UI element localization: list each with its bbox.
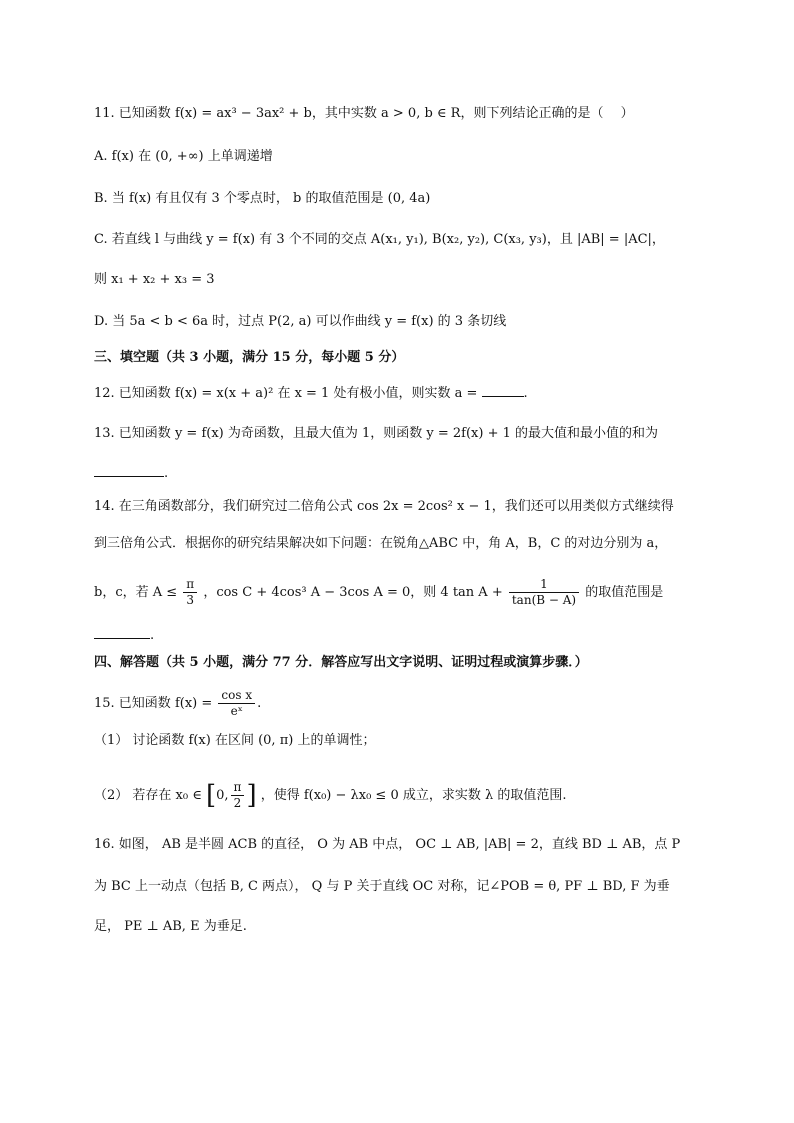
q15-stem (94, 688, 754, 719)
q11-stem: 11. 已知函数 f(x) = ax³ − 3ax² + b，其中实数 a > 0, b ∈ R，则下列结论正确的是（ ） (94, 106, 634, 121)
q13-end: . (164, 466, 169, 481)
q16-line2: 为 BC 上一动点（包括 B, C 两点）， Q 与 P 关于直线 OC 对称，记∠POB = θ, PF ⊥ BD, F 为垂 (94, 879, 670, 894)
section-3-heading: 三、填空题（共 3 小题，满分 15 分，每小题 5 分） (94, 350, 405, 365)
q12-answer-blank (482, 382, 524, 397)
q11-option-c-line2: 则 x₁ + x₂ + x₃ = 3 (94, 272, 215, 287)
q15-part2-b: ，使得 f(x₀) − λx₀ ≤ 0 成立，求实数 λ 的取值范围. (260, 788, 567, 803)
interval-left: 0, (216, 788, 229, 803)
fraction-cos-over-exp: $\frac{\text{cos x}}{\text{eˣ}}$ (218, 688, 255, 719)
q14-answer-blank (94, 624, 150, 639)
q12-end: . (523, 386, 528, 401)
q14-line3-c: 的取值范围是 (585, 585, 664, 600)
q14-line1: 14. 在三角函数部分，我们研究过二倍角公式 cos 2x = 2cos² x − 1，我们还可以用类似方式继续得 (94, 499, 674, 514)
q16-line3: 足， PE ⊥ AB, E 为垂足. (94, 919, 247, 934)
q13-answer-blank (94, 462, 164, 477)
q15-stem-b: . (257, 696, 262, 711)
q13-text: 13. 已知函数 y = f(x) 为奇函数，且最大值为 1，则函数 y = 2f(x) + 1 的最大值和最小值的和为 (94, 426, 659, 441)
q14-line3-a: b，c，若 A ≤ (94, 585, 178, 600)
q15-stem-a: 15. 已知函数 f(x) = (94, 696, 213, 711)
fraction-pi-over-3: $\frac{\pi}{3}$ (183, 577, 197, 608)
q11-option-b: B. 当 f(x) 有且仅有 3 个零点时， b 的取值范围是 (0, 4a) (94, 191, 431, 206)
q14-line3-b: ，cos C + 4cos³ A − 3cos A = 0，则 4 tan A + (203, 585, 503, 600)
q14-line2: 到三倍角公式．根据你的研究结果解决如下问题：在锐角△ABC 中，角 A，B，C 的对边分别为 a， (94, 536, 668, 551)
q15-part2-a: （2） 若存在 x₀ ∈ (94, 788, 202, 803)
q15-part1: （1） 讨论函数 f(x) 在区间 (0, π) 上的单调性； (94, 733, 376, 748)
q14-line3 (94, 577, 754, 608)
q15-part2 (94, 780, 754, 811)
section-4-heading: 四、解答题（共 5 小题，满分 77 分．解答应写出文字说明、证明过程或演算步骤．） (94, 655, 588, 670)
fraction-pi-over-2: $\frac{\pi}{2}$ (231, 780, 245, 811)
q16-line1: 16. 如图， AB 是半圆 ACB 的直径， O 为 AB 中点， OC ⊥ AB, |AB| = 2，直线 BD ⊥ AB，点 P (94, 837, 681, 852)
q11-option-a: A. f(x) 在 (0, +∞) 上单调递增 (94, 149, 273, 164)
q11-option-d: D. 当 5a < b < 6a 时，过点 P(2, a) 可以作曲线 y = f(x) 的 3 条切线 (94, 314, 507, 329)
right-bracket: ] (246, 780, 257, 811)
q14-blank-line (94, 624, 754, 647)
fraction-one-over-tan: $\frac{1}{\tan(B - A)}$ (509, 577, 579, 608)
q12-text: 12. 已知函数 f(x) = x(x + a)² 在 x = 1 处有极小值，则实数 a = (94, 386, 478, 401)
left-bracket: [ (205, 780, 217, 811)
q13-blank-line (94, 462, 754, 485)
q12 (94, 382, 754, 405)
q11-option-c-line1: C. 若直线 l 与曲线 y = f(x) 有 3 个不同的交点 A(x₁, y₁), B(x₂, y₂), C(x₃, y₃)，且 |AB| = |AC|， (94, 232, 665, 247)
q14-end: . (150, 628, 155, 643)
